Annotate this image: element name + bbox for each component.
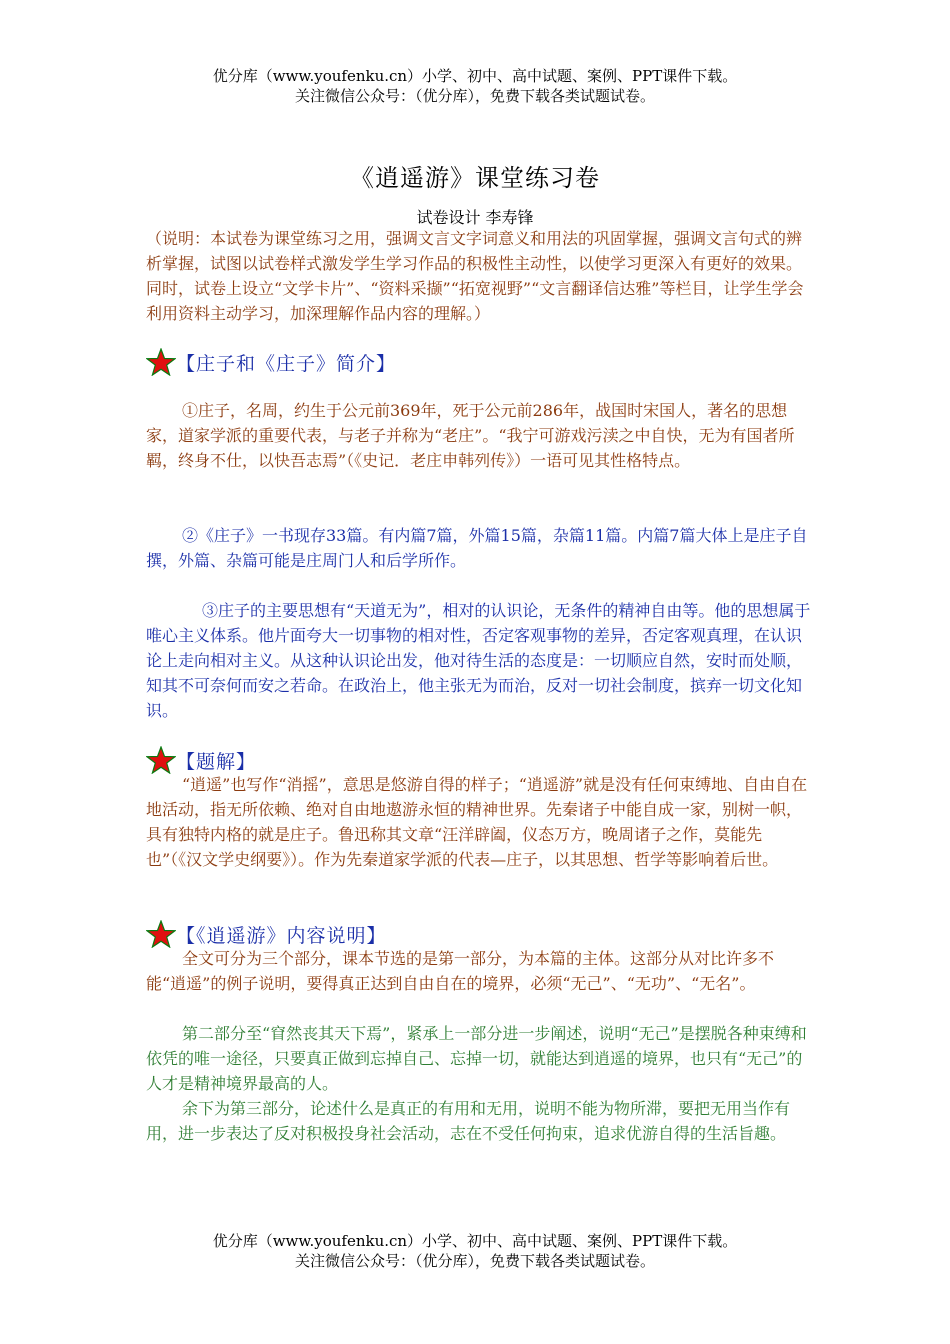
section-heading-content — [146, 920, 387, 948]
paragraph: ③庄子的主要思想有“天道无为”，相对的认识论，无条件的精神自由等。他的思想属于唯心主义体系。他片面夸大一切事物的相对性，否定客观事物的差异，否定客观真理，在认识论上走向相对主义。从这种认识论出发，他对待生活的态度是：一切顺应自然，安时而处顺，知其不可奈何而安之若命。在政治上，他主张无为而治，反对一切社会制度，摈弃一切文化知识。 — [146, 601, 811, 720]
author-line: 试卷设计 李寿锋 — [416, 208, 534, 227]
header-line-2: 关注微信公众号：（优分库），免费下载各类试题试卷。 — [294, 87, 655, 105]
section-label: 【《逍遥游》内容说明】 — [176, 924, 387, 947]
star-icon — [146, 348, 176, 376]
paragraph: ②《庄子》一书现存33篇。有内篇7篇，外篇15篇，杂篇11篇。内篇7篇大体上是庄子自撰，外篇、杂篇可能是庄周门人和后学所作。 — [146, 526, 808, 570]
paragraph: “逍遥”也写作“消摇”，意思是悠游自得的样子；“逍遥游”就是没有任何束缚地、自由自在地活动，指无所依赖、绝对自由地遨游永恒的精神世界。先秦诸子中能自成一家，别树一帜，具有独特内格的就是庄子。鲁迅称其文章“汪洋辟阖，仪态万方，晚周诸子之作，莫能先也”（《汉文学史纲要》）。作为先秦道家学派的代表—庄子，以其思想、哲学等影响着后世。 — [146, 775, 808, 869]
star-icon — [146, 746, 176, 774]
document-title: 《逍遥游》课堂练习卷 — [350, 164, 600, 192]
intro-note: （说明：本试卷为课堂练习之用，强调文言文字词意义和用法的巩固掌握，强调文言句式的辨析掌握，试图以试卷样式激发学生学习作品的积极性主动性，以使学习更深入有更好的效果。同时，试卷上设立“文学卡片”、“资料采撷”“拓宽视野”“文言翻译信达雅”等栏目，让学生学会利用资料主动学习，加深理解作品内容的理解。） — [146, 229, 804, 323]
paragraph: ①庄子，名周，约生于公元前369年，死于公元前286年，战国时宋国人，著名的思想家，道家学派的重要代表，与老子并称为“老庄”。“我宁可游戏污渎之中自快，无为有国者所羁，终身不仕，以快吾志焉”（《史记．老庄申韩列传》）一语可见其性格特点。 — [146, 401, 795, 470]
paragraph: 余下为第三部分，论述什么是真正的有用和无用，说明不能为物所滞，要把无用当作有用，进一步表达了反对积极投身社会活动，志在不受任何拘束，追求优游自得的生活旨趣。 — [146, 1099, 791, 1143]
header-line-1: 优分库（www.youfenku.cn）小学、初中、高中试题、案例、PPT课件下载。 — [212, 67, 738, 85]
paragraph: 第二部分至“窅然丧其天下焉”，紧承上一部分进一步阐述，说明“无己”是摆脱各种束缚和依凭的唯一途径，只要真正做到忘掉自己、忘掉一切，就能达到逍遥的境界，也只有“无己”的人才是精神境界最高的人。 — [146, 1024, 807, 1093]
page-header — [0, 66, 950, 106]
section-heading-intro — [146, 348, 396, 376]
footer-line-1: 优分库（www.youfenku.cn）小学、初中、高中试题、案例、PPT课件下载。 — [212, 1232, 738, 1250]
paragraph: 全文可分为三个部分，课本节选的是第一部分，为本篇的主体。这部分从对比许多不能“逍遥”的例子说明，要得真正达到自由自在的境界，必须“无己”、“无功”、“无名”。 — [146, 949, 775, 993]
section-label: 【庄子和《庄子》简介】 — [176, 352, 397, 375]
page-footer — [0, 1231, 950, 1271]
footer-line-2: 关注微信公众号：（优分库），免费下载各类试题试卷。 — [294, 1252, 655, 1270]
section-label: 【题解】 — [176, 750, 257, 773]
section-heading-explanation — [146, 746, 256, 774]
star-icon — [146, 920, 176, 948]
